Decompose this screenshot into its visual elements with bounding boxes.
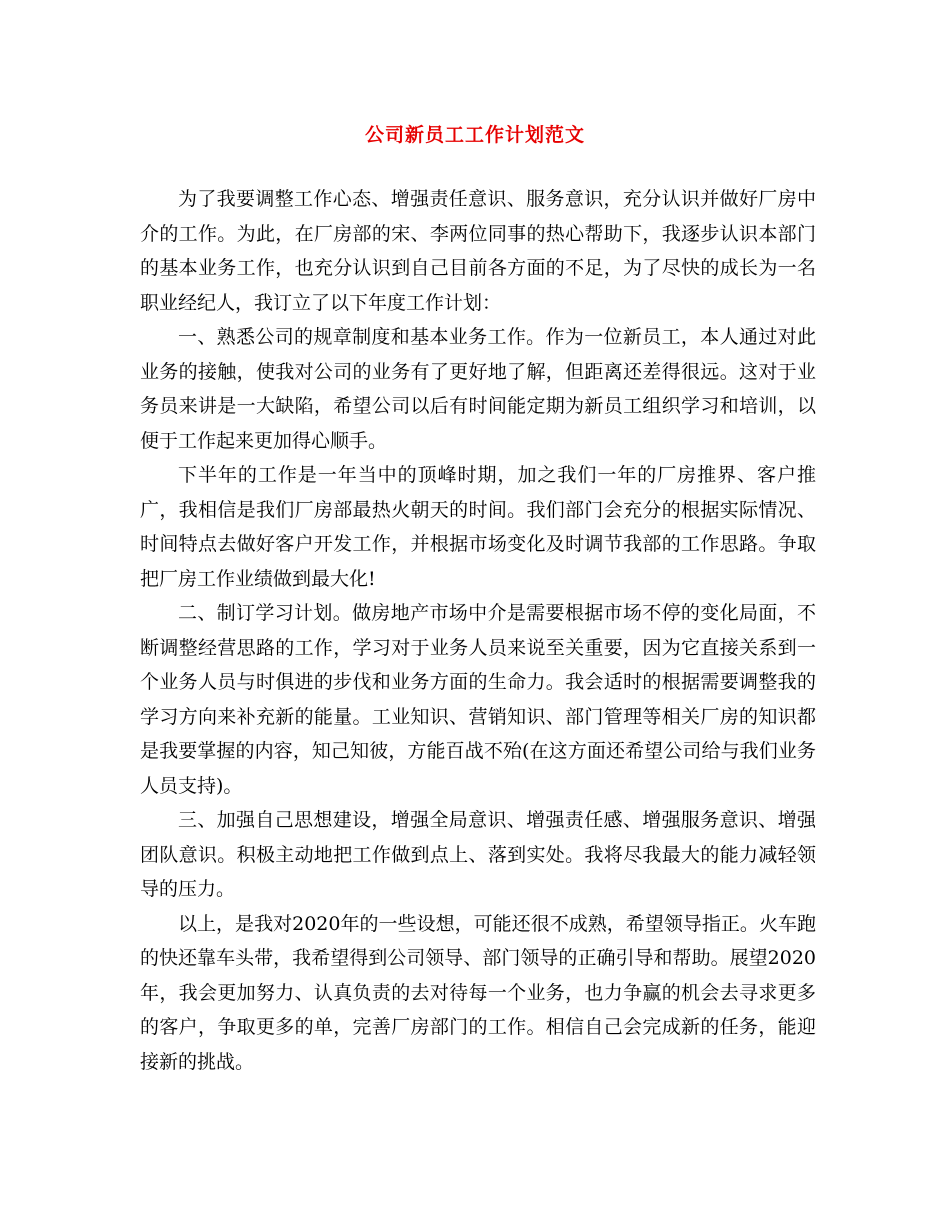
paragraph-second-half-year: 下半年的工作是一年当中的顶峰时期，加之我们一年的厂房推界、客户推广，我相信是我们厂房部最热火朝天的时间。我们部门会充分的根据实际情况、时间特点去做好客户开发工作，并根据市场变化及时调节我部的工作思路。争取把厂房工作业绩做到最大化! [140,464,816,590]
paragraph-section-1: 一、熟悉公司的规章制度和基本业务工作。作为一位新员工，本人通过对此业务的接触，使我对公司的业务有了更好地了解，但距离还差得很远。这对于业务员来讲是一大缺陷，希望公司以后有时间能定期为新员工组织学习和培训，以便于工作起来更加得心顺手。 [140,326,816,452]
paragraph-conclusion: 以上，是我对2020年的一些设想，可能还很不成熟，希望领导指正。火车跑的快还靠车头带，我希望得到公司领导、部门领导的正确引导和帮助。展望2020年，我会更加努力、认真负责的去对待每一个业务，也力争赢的机会去寻求更多的客户，争取更多的单，完善厂房部门的工作。相信自己会完成新的任务，能迎接新的挑战。 [140,912,816,1073]
paragraph-section-3: 三、加强自己思想建设，增强全局意识、增强责任感、增强服务意识、增强团队意识。积极主动地把工作做到点上、落到实处。我将尽我最大的能力减轻领导的压力。 [140,809,816,900]
document-body [140,182,816,1079]
document-title: 公司新员工工作计划范文 [364,124,585,146]
paragraph-section-2: 二、制订学习计划。做房地产市场中介是需要根据市场不停的变化局面，不断调整经营思路的工作，学习对于业务人员来说至关重要，因为它直接关系到一个业务人员与时俱进的步伐和业务方面的生命力。我会适时的根据需要调整我的学习方向来补充新的能量。工业知识、营销知识、部门管理等相关厂房的知识都是我要掌握的内容，知己知彼，方能百战不殆(在这方面还希望公司给与我们业务人员支持)。 [140,602,816,797]
paragraph-intro: 为了我要调整工作心态、增强责任意识、服务意识，充分认识并做好厂房中介的工作。为此，在厂房部的宋、李两位同事的热心帮助下，我逐步认识本部门的基本业务工作，也充分认识到自己目前各方面的不足，为了尽快的成长为一名职业经纪人，我订立了以下年度工作计划： [140,188,816,314]
